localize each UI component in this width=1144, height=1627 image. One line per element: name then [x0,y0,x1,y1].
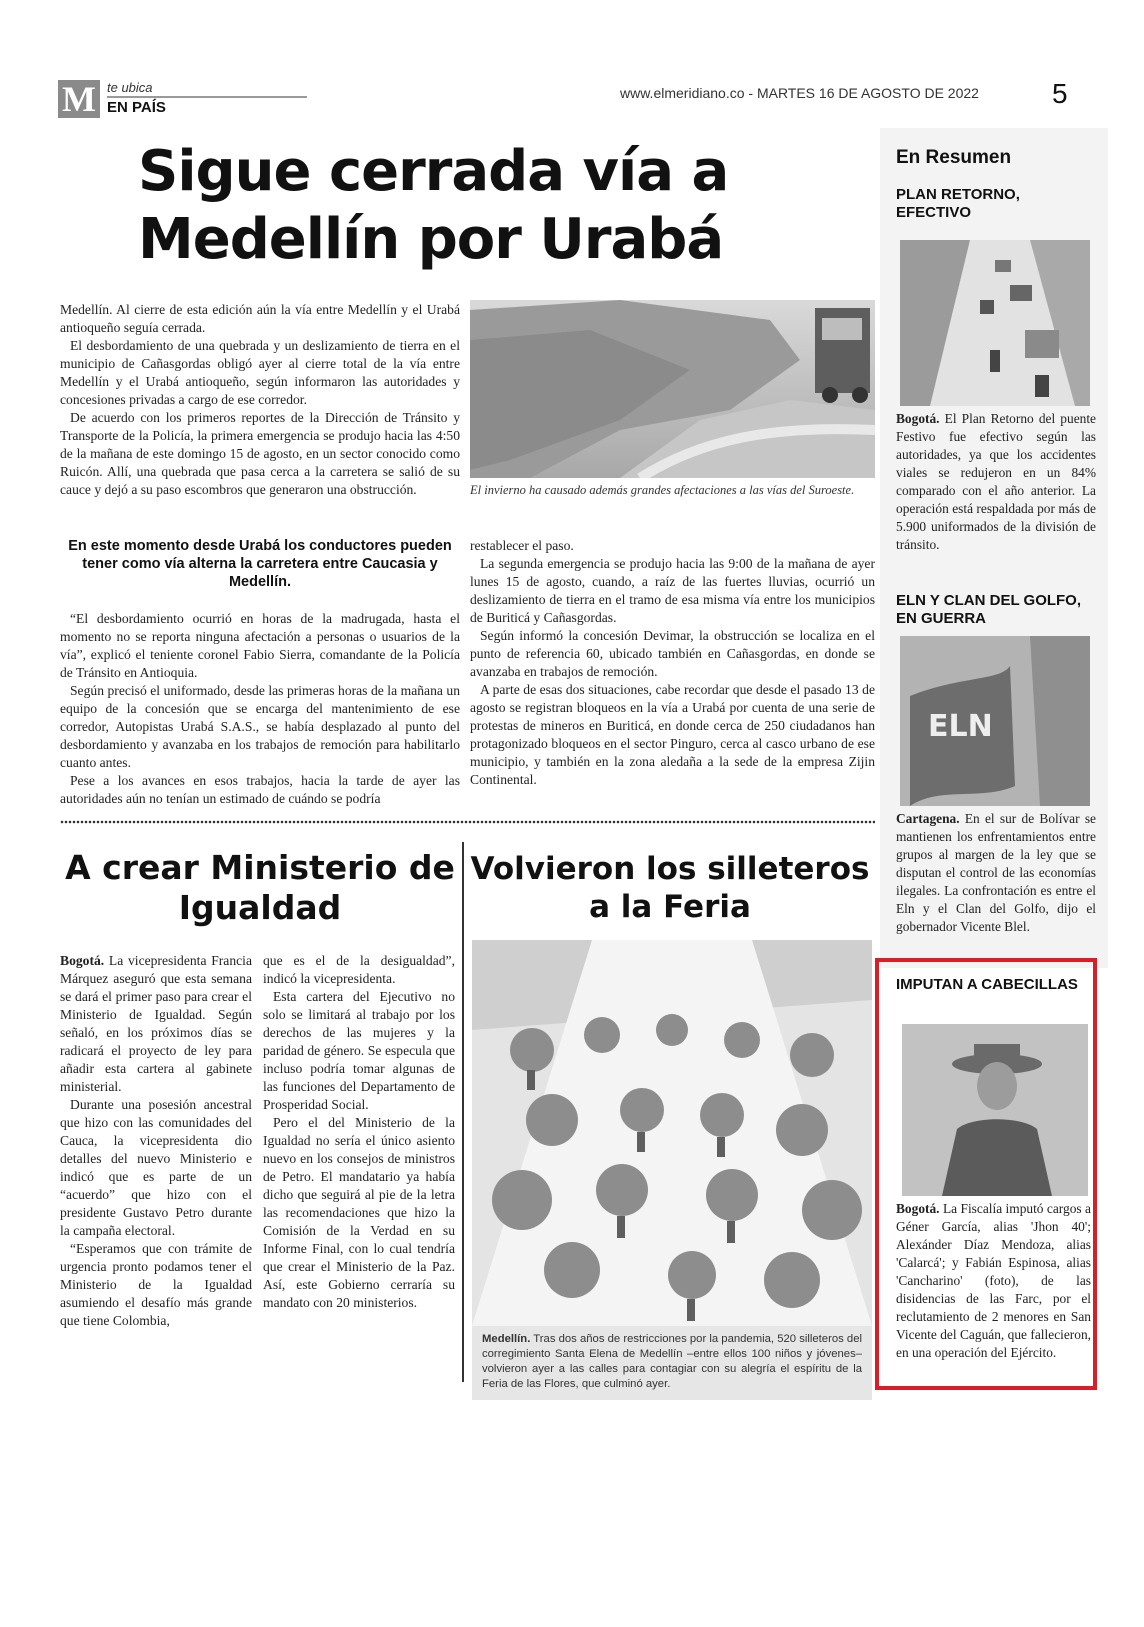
paragraph: Pese a los avances en esos trabajos, hacia la tarde de ayer las autoridades aún no tenían un estimado de cuándo se podría [60,773,460,806]
ministerio-column-2 [263,952,455,1312]
ministerio-column-1 [60,952,252,1330]
paragraph: “Esperamos que con trámite de urgencia pronto podamos tener el Ministerio de la Igualdad asumiendo el desafío más grande que tiene Colombia, [60,1241,252,1328]
paragraph: A parte de esas dos situaciones, cabe recordar que desde el pasado 13 de agosto se registran bloqueos en la vía a Urabá por cuenta de una serie de protestas de mineros en Buriticá, en donde cerca de 250 ciudadanos han protagonizado bloqueos en el sector Pinguro, cerca al casco urbano de ese municipio, y también en la zona aledaña a la sede de la empresa Zijin Continental. [470,682,875,787]
caption-lead: Medellín. [482,1333,531,1345]
paragraph-text: La vicepresidenta Francia Márquez aseguró que esta semana se dará el primer paso para crear el Ministerio de Igualdad. Según señaló, en los próximos días se radicará el proyecto de ley para añadir esta cartera al gabinete ministerial. [60,953,252,1094]
eln-clan-text [896,810,1096,936]
masthead-logo: M [58,80,100,118]
pull-quote: En este momento desde Urabá los conductores pueden tener como vía alterna la carretera entre Caucasia y Medellín. [68,538,452,590]
sidebar-title: En Resumen [896,147,1012,168]
paragraph [60,952,252,1096]
imputan-text [896,1200,1091,1362]
silleteros-photo-caption [472,1326,872,1400]
eln-flag-photo [900,636,1090,806]
dateline: www.elmeridiano.co - MARTES 16 DE AGOSTO DE 2022 [620,85,979,101]
silleteros-parade-photo [472,940,872,1326]
dateline-lead: Bogotá. [60,953,105,968]
caption-text: Tras dos años de restricciones por la pandemia, 520 silleteros del corregimiento Santa Elena de Medellín –entre ellos 100 niños y jóvenes– volvieron ayer a las calles para contagiar con su alegría el espíritu de la Feria de las Flores, que culminó ayer. [482,1333,863,1390]
landslide-photo-caption: El invierno ha causado además grandes afectaciones a las vías del Suroeste. [470,483,855,497]
ministerio-headline: A crear Ministerio de Igualdad [65,848,455,927]
paragraph: que es el de la desigualdad”, indicó la vicepresidenta. [263,953,455,986]
paragraph: Según informó la concesión Devimar, la obstrucción se localiza en el punto de referencia 60, ubicado también en Cañasgordas, en donde se avanzaba en trabajos de remoción. [470,628,875,679]
paragraph: Medellín. Al cierre de esta edición aún la vía entre Medellín y el Urabá antioqueño seguía cerrada. [60,302,460,335]
paragraph: Durante una posesión ancestral que hizo con las comunidades del Cauca, la vicepresidenta dio detalles del nuevo Ministerio e indicó que es parte de un “acuerdo” que hizo con el presidente Gustavo Petro durante la campaña electoral. [60,1097,252,1238]
main-story-column-1 [60,301,460,499]
landslide-photo [470,300,875,478]
brief-text: En el sur de Bolívar se mantienen los enfrentamientos entre grupos al margen de la ley que se disputan el control de las economías ilegales. La confrontación es entre el Eln y el Clan del Golfo, dijo el gobernador Vicente Blel. [896,811,1096,934]
imputan-heading: IMPUTAN A CABECILLAS [896,976,1078,993]
main-story-column-1-continued [60,610,460,808]
paragraph: Pero el del Ministerio de la Igualdad no sería el único asiento nuevo en los consejos de ministros de Petro. El mandatario ya había dicho que seguirá al pie de la letra las recomendaciones que hizo la Comisión de la Verdad en su Informe Final, con lo cual tendría que crear el Ministerio de la Paz. Así, este Gobierno cerraría su mandato con 20 ministerios. [263,1115,455,1310]
dateline-lead: Bogotá. [896,1201,940,1216]
page-number: 5 [1052,78,1068,109]
brief-text: El Plan Retorno del puente Festivo fue efectivo según las autoridades, ya que los accidentes viales se redujeron en un 84% comparado con el año anterior. La operación está respaldada por más de 5.900 uniformados de la división de tránsito. [896,411,1096,552]
tagline: te ubica [107,80,153,95]
plan-retorno-text [896,410,1096,554]
dateline-lead: Bogotá. [896,411,940,426]
paragraph: De acuerdo con los primeros reportes de la Dirección de Tránsito y Transporte de la Policía, la primera emergencia se produjo hacia las 4:50 de la mañana de este domingo 15 de agosto, en un sector conocido como Ruicón. Allí, una quebrada que pasa cerca a la carretera se salió de su cauce y dejó a su paso escombros que generaron una obstrucción. [60,410,460,497]
silleteros-headline: Volvieron los silleteros a la Feria [470,851,870,925]
paragraph: El desbordamiento de una quebrada y un deslizamiento de tierra en el municipio de Cañasgordas obligó ayer al cierre total de la vía entre Medellín y el Urabá antioqueño, según informaron las autoridades y concesiones privadas a cargo de ese corredor. [60,338,460,407]
dateline-lead: Cartagena. [896,811,960,826]
main-headline: Sigue cerrada vía a Medellín por Urabá [138,139,729,272]
eln-clan-heading: ELN Y CLAN DEL GOLFO, EN GUERRA [896,592,1082,627]
header-rule [107,96,307,98]
eln-flag-lettering: ELN [928,709,993,744]
main-story-column-2 [470,537,875,789]
paragraph: Según precisó el uniformado, desde las primeras horas de la mañana un equipo de la concesión que se encarga del mantenimiento de ese corredor, Autopistas Urabá S.A.S., se había desplazado al punto del desbordamiento y avanzaba en los trabajos de remoción para habilitarlo cuanto antes. [60,683,460,770]
column-divider [462,842,464,1382]
plan-retorno-traffic-photo [900,240,1090,406]
paragraph: restablecer el paso. [470,538,574,553]
brief-text: La Fiscalía imputó cargos a Géner García, alias 'Jhon 40'; Alexánder Díaz Mendoza, alias 'Calarcá'; y Fabián Espinosa, alias 'Cancharino' (foto), de las disidencias de las Farc, por el reclutamiento de 2 menores en San Vicente del Caguán, que fallecieron, en una operación del Ejército. [896,1201,1091,1360]
section-name: EN PAÍS [107,99,166,116]
section-divider [60,820,875,824]
cancharino-photo [902,1024,1088,1196]
paragraph: Esta cartera del Ejecutivo no solo se limitará al trabajo por los derechos de las mujeres y la paridad de género. Se especula que incluso podría tomar algunas de las funciones del Departamento de Prosperidad Social. [263,989,455,1112]
plan-retorno-heading: PLAN RETORNO, EFECTIVO [896,186,1020,221]
paragraph: La segunda emergencia se produjo hacia las 9:00 de la mañana de ayer lunes 15 de agosto, cuando, a raíz de las fuertes lluvias, ocurrió un deslizamiento de tierra en el tramo de esa misma vía entre los municipios de Buriticá y Cañasgordas. [470,556,875,625]
paragraph: “El desbordamiento ocurrió en horas de la madrugada, hasta el momento no se reporta ninguna afectación a personas o usuarios de la vía”, explicó el teniente coronel Fabio Sierra, comandante de la Policía de Tránsito en Antioquia. [60,611,460,680]
